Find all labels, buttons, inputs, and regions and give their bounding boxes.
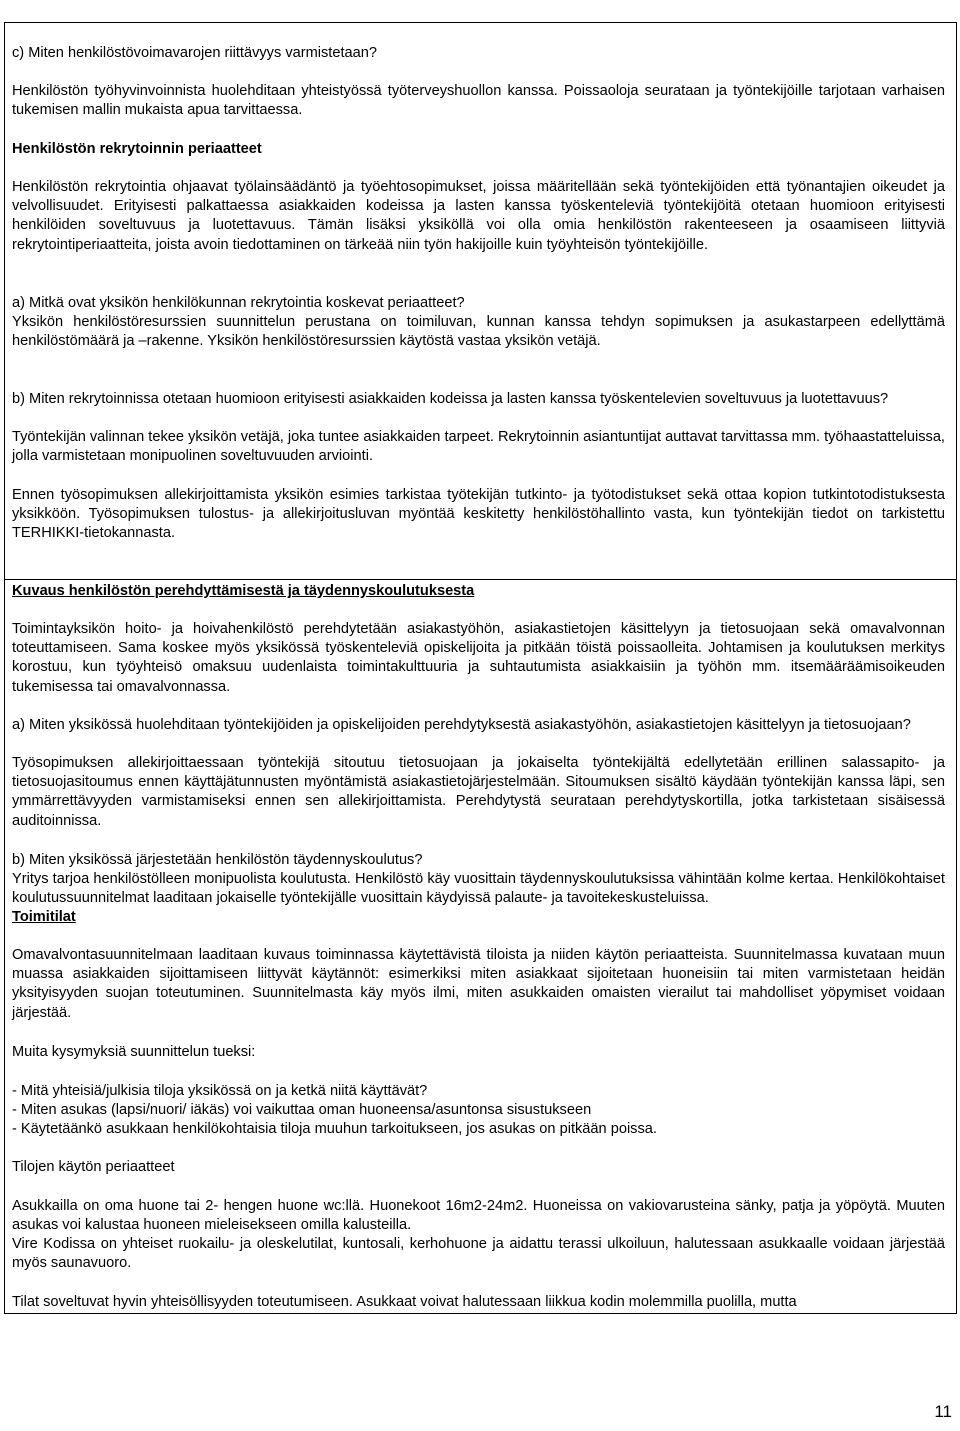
answer-b-recruitment: Työntekijän valinnan tekee yksikön vetäjä, joka tuntee asiakkaiden tarpeet. Rekrytoinnin asiantuntijat auttavat tarvittassa mm. työhaastatteluissa, jolla varmistetaan monipuolinen soveltuvuuden arviointi. — [12, 429, 945, 465]
question-c: c) Miten henkilöstövoimavarojen riittävyys varmistetaan? — [12, 45, 377, 61]
heading-recruitment-principles: Henkilöstön rekrytoinnin periaatteet — [12, 141, 262, 157]
heading-usage-principles: Tilojen käytön periaatteet — [12, 1159, 175, 1175]
page-number: 11 — [934, 1402, 952, 1421]
other-questions-label: Muita kysymyksiä suunnittelun tueksi: — [12, 1044, 256, 1060]
paragraph-rooms: Asukkailla on oma huone tai 2- hengen huone wc:llä. Huonekoot 16m2-24m2. Huoneissa on vakiovarusteina sänky, patja ja yöpöytä. Muuten asukas voi kalustaa huoneen mieleisekseen omilla kalusteilla. — [12, 1198, 945, 1234]
question-b-recruitment: b) Miten rekrytoinnissa otetaan huomioon erityisesti asiakkaiden kodeissa ja lasten kanssa työskentelevien soveltuvuus ja luotettavuus? — [12, 391, 889, 407]
answer-a-recruitment: Yksikön henkilöstöresurssien suunnittelun perustana on toimiluvan, kunnan kanssa tehdyn sopimuksen ja asukastarpeen edellyttämä henkilöstömäärä ja –rakenne. Yksikön henkilöstöresurssien käytöstä vastaa yksikön vetäjä. — [12, 314, 945, 350]
bullet-item: - Mitä yhteisiä/julkisia tiloja yksikössä on ja ketkä niitä käyttävät? — [12, 1083, 428, 1099]
answer-b-training: Yritys tarjoa henkilöstölleen monipuolista koulutusta. Henkilöstö käy vuosittain täydennyskoulutuksissa vähintään kolme kertaa. Henkilökohtaiset koulutussuunnitelmat laaditaan jokaiselle työntekijälle vuosittain käydyissä palaute- ja tavoitekeskusteluissa. — [12, 871, 945, 907]
paragraph-contract: Ennen työsopimuksen allekirjoittamista yksikön esimies tarkistaa työtekijän tutkinto- ja työtodistukset sekä ottaa kopion tutkintotodistuksesta yksikköön. Työsopimuksen tulostus- ja allekirjoitusluvan myöntää keskitetty henkilöstöhallinto vasta, kun työntekijän tiedot on tarkistettu TERHIKKI-tietokannasta. — [12, 487, 945, 542]
bullet-item: - Miten asukas (lapsi/nuori/ iäkäs) voi vaikuttaa oman huoneensa/asuntonsa sisustukseen — [12, 1102, 592, 1118]
paragraph-recruitment: Henkilöstön rekrytointia ohjaavat työlainsäädäntö ja työehtosopimukset, joissa määritellään sekä työntekijöiden että työnantajien oikeudet ja velvollisuudet. Erityisesti palkattaessa asiakkaiden kodeissa ja lasten kanssa työskenteleviä työntekijöitä otetaan huomioon erityisesti henkilöiden soveltuvuus ja luotettavuus. Tämän lisäksi yksiköllä voi olla omia henkilöstön rakenteeseen ja osaamiseen liittyviä rekrytointiperiaatteita, joista avoin tiedottaminen on tärkeää niin työn hakijoille kuin työyhteisön työntekijöille. — [12, 179, 945, 253]
bullet-item: - Käytetäänkö asukkaan henkilökohtaisia tiloja muuhun tarkoitukseen, jos asukas on pitkään poissa. — [12, 1121, 657, 1137]
heading-orientation-training: Kuvaus henkilöstön perehdyttämisestä ja täydennyskoulutuksesta — [12, 583, 475, 599]
paragraph-common-spaces: Vire Kodissa on yhteiset ruokailu- ja oleskelutilat, kuntosali, kerhohuone ja aidattu terassi ulkoiluun, halutessaan asukkaalle voidaan järjestää myös saunavuoro. — [12, 1236, 945, 1272]
paragraph-wellbeing: Henkilöstön työhyvinvoinnista huolehditaan yhteistyössä työterveyshuollon kanssa. Poissaoloja seurataan ja työntekijöille tarjotaan varhaisen tukemisen mallin mukaista apua tarvittaessa. — [12, 83, 945, 119]
question-a-orientation: a) Miten yksikössä huolehditaan työntekijöiden ja opiskelijoiden perehdytyksestä asiakastyöhön, asiakastietojen käsittelyyn ja tietosuojaan? — [12, 717, 911, 733]
question-b-training: b) Miten yksikössä järjestetään henkilöstön täydennyskoulutus? — [12, 852, 423, 868]
paragraph-facilities: Omavalvontasuunnitelmaan laaditaan kuvaus toiminnassa käytettävistä tiloista ja niiden käytön periaatteista. Suunnitelmassa kuvataan muun muassa asiakkaiden sijoittamiseen liittyvät käytännöt: esimerkiksi miten asiakkaat sijoitetaan huoneisiin tai miten varmistetaan heidän yksityisyyden suojan toteutuminen. Suunnitelmasta käy myös ilmi, miten asukkaiden omaisten vierailut tai mahdolliset yöpymiset voidaan järjestää. — [12, 947, 945, 1021]
paragraph-community: Tilat soveltuvat hyvin yhteisöllisyyden toteutumiseen. Asukkaat voivat halutessaan liikkua kodin molemmilla puolilla, mutta — [12, 1294, 797, 1310]
answer-a-orientation: Työsopimuksen allekirjoittaessaan työntekijä sitoutuu tietosuojaan ja jokaiselta työntekijältä edellytetään erillinen salassapito- ja tietosuojasitoumus ennen käyttäjätunnusten myöntämistä asiakastietojärjestelmään. Sitoumuksen sisältö käydään työntekijän kanssa läpi, sen ymmärrettävyyden varmistamiseksi ennen sen allekirjoittamista. Perehdytystä seurataan perehdytyskortilla, jotka tarkistetaan sisäisessä auditoinnissa. — [12, 755, 945, 829]
heading-facilities: Toimitilat — [12, 909, 76, 925]
question-a-recruitment: a) Mitkä ovat yksikön henkilökunnan rekrytointia koskevat periaatteet? — [12, 295, 465, 311]
paragraph-orientation: Toimintayksikön hoito- ja hoivahenkilöstö perehdytetään asiakastyöhön, asiakastietojen käsittelyyn ja tietosuojaan sekä omavalvonnan toteuttamiseen. Sama koskee myös yksikössä työskenteleviä opiskelijoita ja pitkään töistä poissaolleita. Johtamisen ja koulutuksen merkitys korostuu, kun työyhteisö omaksuu uudenlaista toimintakulttuuria ja suhtautumista asiakkaisiin ja työhön mm. itsemääräämisoikeuden tukemisessa tai omavalvonnassa. — [12, 621, 945, 695]
